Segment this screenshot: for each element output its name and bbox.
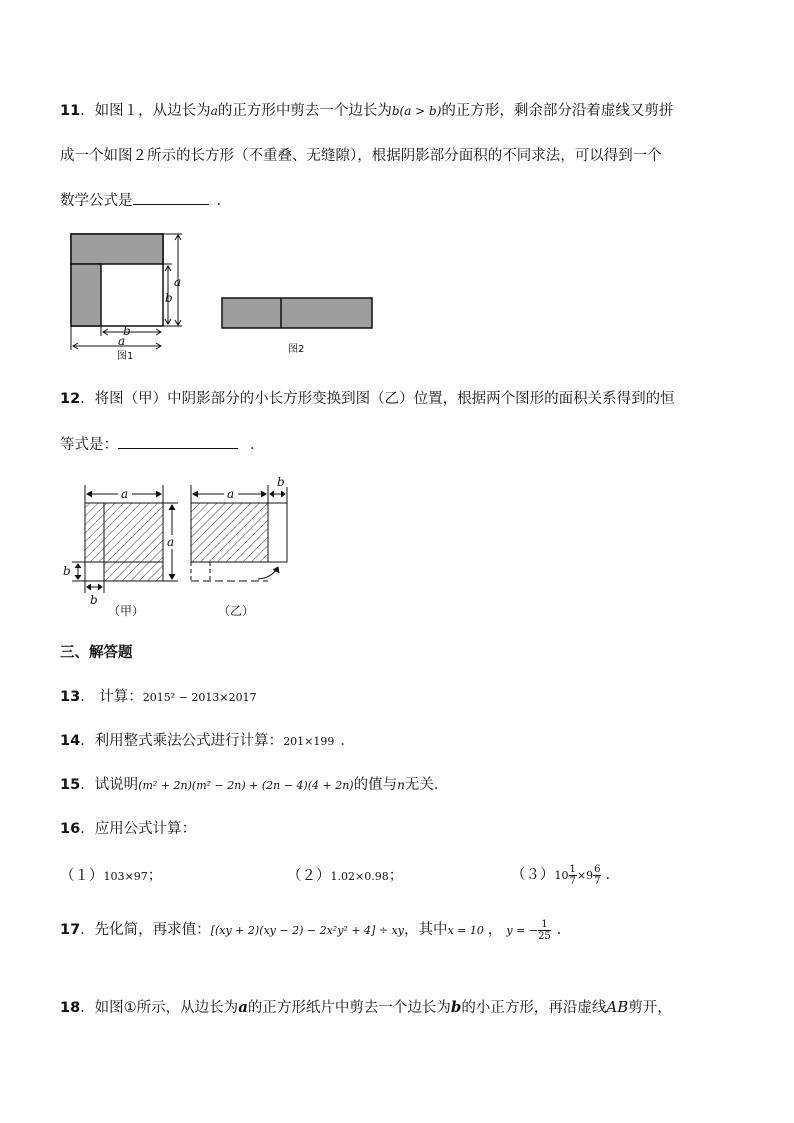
- q12-line2: [60, 434, 265, 455]
- q16-part2: [287, 866, 403, 887]
- q14-expression: 201×199: [283, 735, 335, 748]
- q11-answer-blank[interactable]: [133, 190, 209, 205]
- q11-number: 11: [60, 103, 81, 119]
- q14-line: [60, 731, 355, 752]
- q15-text: ．试说明: [80, 777, 139, 793]
- q13-expression: 2015² − 2013×2017: [142, 691, 257, 704]
- fig1-caption: 图1: [117, 351, 134, 362]
- q11-end: ．: [216, 193, 231, 209]
- q15-end: 无关．: [404, 777, 449, 793]
- q17-sep: ，: [487, 922, 503, 938]
- fig1-label-a-bottom: a: [118, 334, 126, 348]
- q12-end: ．: [250, 437, 265, 453]
- q16-p3-fraction1: $\frac{1}{7}$: [569, 863, 576, 887]
- q18-var-b: b: [450, 998, 462, 1016]
- q11-line3: [60, 190, 231, 211]
- q13-number: 13: [60, 689, 81, 705]
- q15-mid: 的值与: [353, 777, 398, 793]
- yi-label-top-b: b: [277, 475, 285, 489]
- jia-label-bottom-b: b: [90, 593, 98, 607]
- q17-y-value: y = −: [506, 924, 539, 937]
- jia-label-top-a: a: [121, 487, 129, 501]
- q12-line2-text: 等式是：: [60, 437, 118, 453]
- q14-end: ．: [340, 733, 355, 749]
- q17-mid: ，其中: [403, 922, 448, 938]
- jia-label-left-b: b: [63, 564, 71, 578]
- q13-line: [60, 687, 257, 708]
- jia-caption: （甲）: [108, 604, 145, 618]
- q11-text-b: 的正方形中剪去一个边长为: [217, 103, 392, 119]
- q12-line1-text: ．将图（甲）中阴影部分的小长方形变换到图（乙）位置，根据两个图形的面积关系得到的恒: [80, 391, 675, 407]
- q18-text-1: ．如图①所示，从边长为: [80, 1000, 239, 1016]
- q18-var-a: a: [238, 998, 248, 1016]
- q11-line2: [60, 146, 662, 166]
- q18-line: [60, 997, 672, 1018]
- q16-p3-fraction2: $\frac{6}{7}$: [594, 863, 601, 887]
- q11-figure-2: [220, 296, 380, 356]
- q15-var: n: [397, 778, 405, 792]
- q12-line1: [60, 389, 675, 409]
- q11-line2-text: 成一个如图２所示的长方形（不重叠、无缝隙），根据阴影部分面积的不同求法，可以得到一个: [60, 148, 662, 164]
- q16-p2-expression: 1.02×0.98: [330, 870, 389, 883]
- q16-number: 16: [60, 821, 81, 837]
- q17-x-value: x = 10: [447, 924, 484, 937]
- q17-end: ．: [556, 922, 572, 938]
- q12-number: 12: [60, 391, 81, 407]
- q12-figures: [58, 475, 298, 620]
- q16-p3-label: （３）: [511, 867, 555, 883]
- q16-line: [60, 819, 196, 839]
- q16-p1-end: ；: [147, 868, 163, 884]
- q14-text: ．利用整式乘法公式进行计算：: [80, 733, 284, 749]
- q12-answer-blank[interactable]: [118, 434, 238, 449]
- q17-y-fraction: $\frac{1}{25}$: [538, 918, 551, 942]
- q11-line1: [60, 101, 673, 121]
- q17-expression: [(xy + 2)(xy − 2) − 2x²y² + 4] ÷ xy: [210, 924, 404, 937]
- section-title: 三、解答题: [60, 645, 133, 661]
- q16-text: ．应用公式计算：: [80, 821, 197, 837]
- q17-line: [60, 917, 571, 944]
- yi-label-top-a: a: [227, 487, 235, 501]
- q18-text-4: 剪开，: [628, 1000, 672, 1016]
- q18-number: 18: [60, 1000, 81, 1016]
- q16-p2-end: ；: [388, 868, 404, 884]
- q15-line: [60, 775, 448, 796]
- q17-number: 17: [60, 922, 81, 938]
- q18-text-3: 的小正方形，再沿虚线: [461, 1000, 607, 1016]
- q16-p3-end: ．: [605, 867, 620, 883]
- q16-p2-label: （２）: [287, 868, 331, 884]
- q18-var-ab: AB: [606, 998, 629, 1016]
- q16-p3-times: ×9: [576, 869, 594, 882]
- q18-text-2: 的正方形纸片中剪去一个边长为: [247, 1000, 451, 1016]
- yi-caption: （乙）: [218, 604, 255, 618]
- q14-number: 14: [60, 733, 81, 749]
- q13-text: ． 计算：: [80, 689, 143, 705]
- q15-expression: (m² + 2n)(m² − 2n) + (2n − 4)(4 + 2n): [138, 779, 354, 792]
- fig1-label-b-bottom: b: [123, 324, 131, 338]
- q11-text-a: ．如图１，从边长为: [80, 103, 211, 119]
- q16-part1: [60, 866, 162, 887]
- q16-p3-whole: 10: [554, 869, 569, 882]
- fig1-label-a-right: a: [174, 275, 182, 289]
- q11-text-c: 的正方形，剩余部分沿着虚线又剪拼: [441, 103, 674, 119]
- q15-number: 15: [60, 777, 81, 793]
- q16-p1-label: （１）: [60, 868, 104, 884]
- q11-var-a: a: [210, 104, 218, 118]
- q11-condition: b(a > b): [391, 104, 442, 118]
- fig2-caption: 图2: [288, 344, 305, 355]
- q11-line3-text: 数学公式是: [60, 193, 133, 209]
- q11-figure-1: [60, 228, 190, 362]
- q16-p1-expression: 103×97: [103, 870, 148, 883]
- q16-part3: [511, 862, 620, 889]
- fig1-label-b-right: b: [165, 291, 173, 305]
- jia-label-right-a: a: [167, 535, 175, 549]
- q17-text: ．先化简，再求值：: [80, 922, 211, 938]
